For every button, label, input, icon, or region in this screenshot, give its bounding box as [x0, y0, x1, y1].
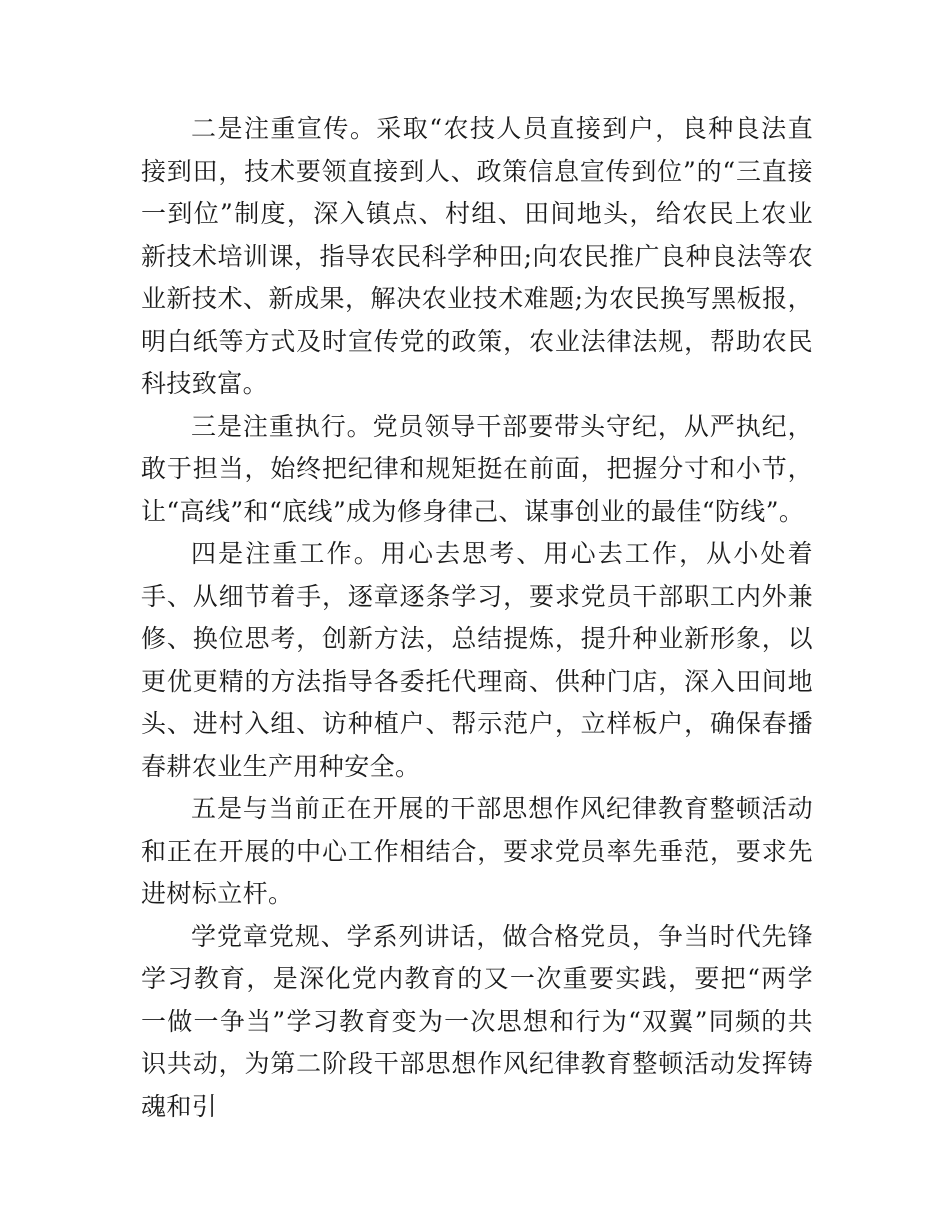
paragraph-combination: 五是与当前正在开展的干部思想作风纪律教育整顿活动和正在开展的中心工作相结合，要求党员率先垂范，要求先进树标立杆。 — [141, 794, 813, 908]
document-body — [141, 108, 813, 1128]
paragraph-publicity: 二是注重宣传。采取“农技人员直接到户，良种良法直接到田，技术要领直接到人、政策信息宣传到位”的“三直接一到位”制度，深入镇点、村组、田间地头，给农民上农业新技术培训课，指导农民科学种田;向农民推广良种良法等农业新技术、新成果，解决农业技术难题;为农民换写黑板报，明白纸等方式及时宣传党的政策，农业法律法规，帮助农民科技致富。 — [141, 114, 813, 398]
paragraph-study-education: 学党章党规、学系列讲话，做合格党员，争当时代先锋学习教育，是深化党内教育的又一次重要实践，要把“两学一做一争当”学习教育变为一次思想和行为“双翼”同频的共识共动，为第二阶段干部思想作风纪律教育整顿活动发挥铸魂和引 — [141, 921, 813, 1121]
paragraph-execution: 三是注重执行。党员领导干部要带头守纪，从严执纪，敢于担当，始终把纪律和规矩挺在前面，把握分寸和小节，让“高线”和“底线”成为修身律己、谋事创业的最佳“防线”。 — [141, 411, 813, 526]
paragraph-work: 四是注重工作。用心去思考、用心去工作，从小处着手、从细节着手，逐章逐条学习，要求党员干部职工内外兼修、换位思考，创新方法，总结提炼，提升种业新形象，以更优更精的方法指导各委托代理商、供种门店，深入田间地头、进村入组、访种植户、帮示范户，立样板户，确保春播春耕农业生产用种安全。 — [141, 539, 813, 781]
